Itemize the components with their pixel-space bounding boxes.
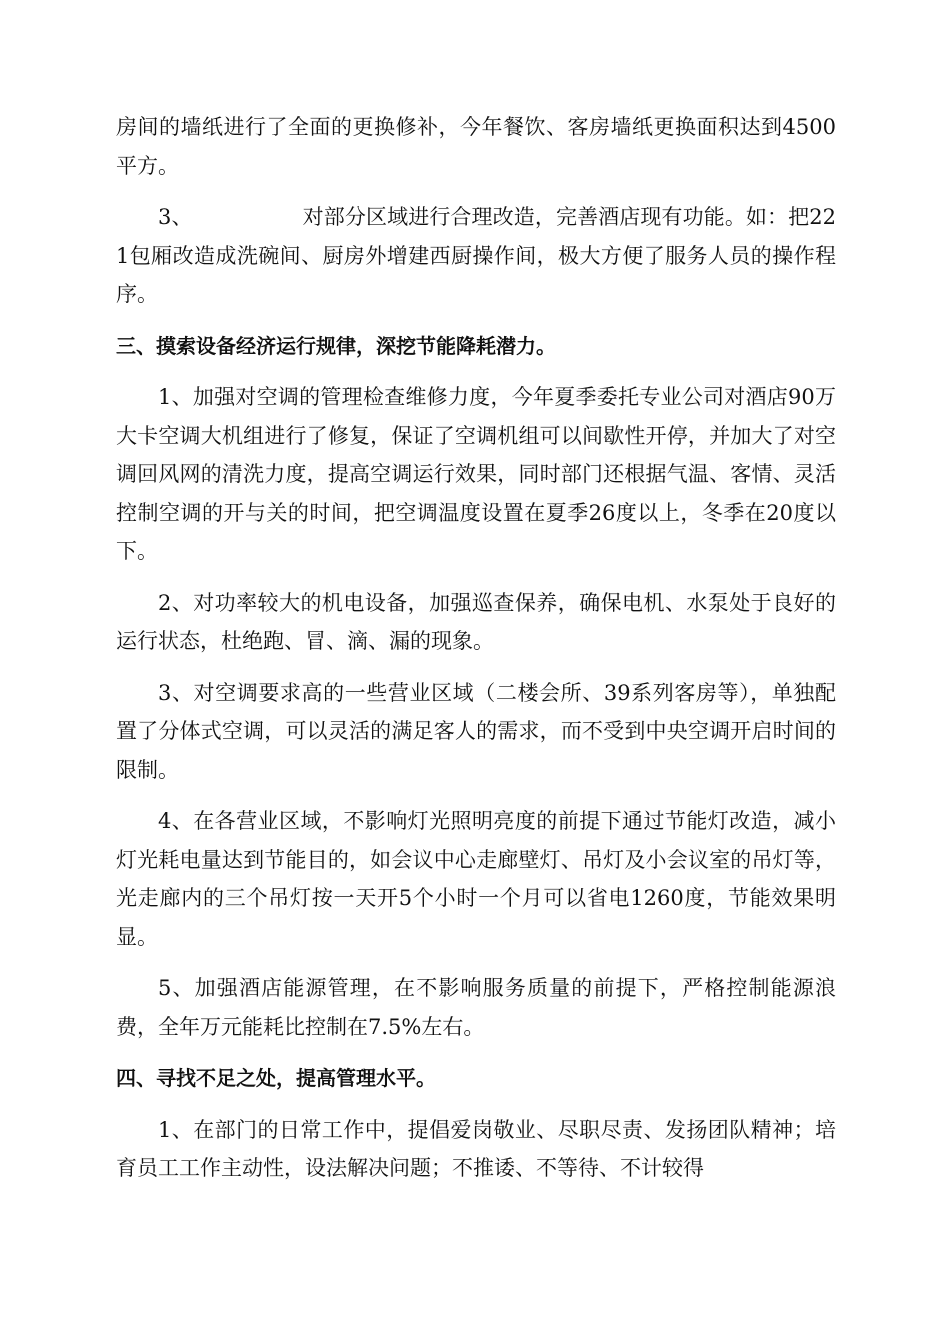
section-heading-4: 四、寻找不足之处，提高管理水平。 [116,1066,436,1090]
item-number: 3、 [158,205,193,229]
paragraph-energy-management: 5、加强酒店能源管理，在不影响服务质量的前提下，严格控制能源浪费，全年万元能耗比控制在7.5%左右。 [116,976,836,1039]
paragraph-equipment-patrol: 2、对功率较大的机电设备，加强巡查保养，确保电机、水泵处于良好的运行状态，杜绝跑、冒、滴、漏的现象。 [116,590,836,653]
section-heading-3: 三、摸索设备经济运行规律，深挖节能降耗潜力。 [116,333,556,358]
paragraph-lighting-retrofit: 4、在各营业区域，不影响灯光照明亮度的前提下通过节能灯改造，减小灯光耗电量达到节能目的，如会议中心走廊壁灯、吊灯及小会议室的吊灯等，光走廊内的三个吊灯按一天开5个小时一个月可以省电1260度，节能效果明显。 [116,809,836,949]
paragraph-split-aircon: 3、对空调要求高的一些营业区域（二楼会所、39系列客房等），单独配置了分体式空调，可以灵活的满足客人的需求，而不受到中央空调开启时间的限制。 [116,680,836,782]
paragraph-wallpaper: 房间的墙纸进行了全面的更换修补，今年餐饮、客房墙纸更换面积达到4500平方。 [116,115,836,178]
paragraph-daily-work: 1、在部门的日常工作中，提倡爱岗敬业、尽职尽责、发扬团队精神；培育员工工作主动性，设法解决问题；不推诿、不等待、不计较得 [116,1117,836,1180]
document-page [116,108,836,1201]
paragraph-renovation [116,198,836,314]
paragraph-aircon-maintenance: 1、加强对空调的管理检查维修力度，今年夏季委托专业公司对酒店90万大卡空调大机组进行了修复，保证了空调机组可以间歇性开停，并加大了对空调回风网的清洗力度，提高空调运行效果，同时部门还根据气温、客情、灵活控制空调的开与关的时间，把空调温度设置在夏季26度以上，冬季在20度以下。 [116,385,836,563]
renovation-text: 对部分区域进行合理改造，完善酒店现有功能。如：把221包厢改造成洗碗间、厨房外增建西厨操作间，极大方便了服务人员的操作程序。 [116,205,836,306]
